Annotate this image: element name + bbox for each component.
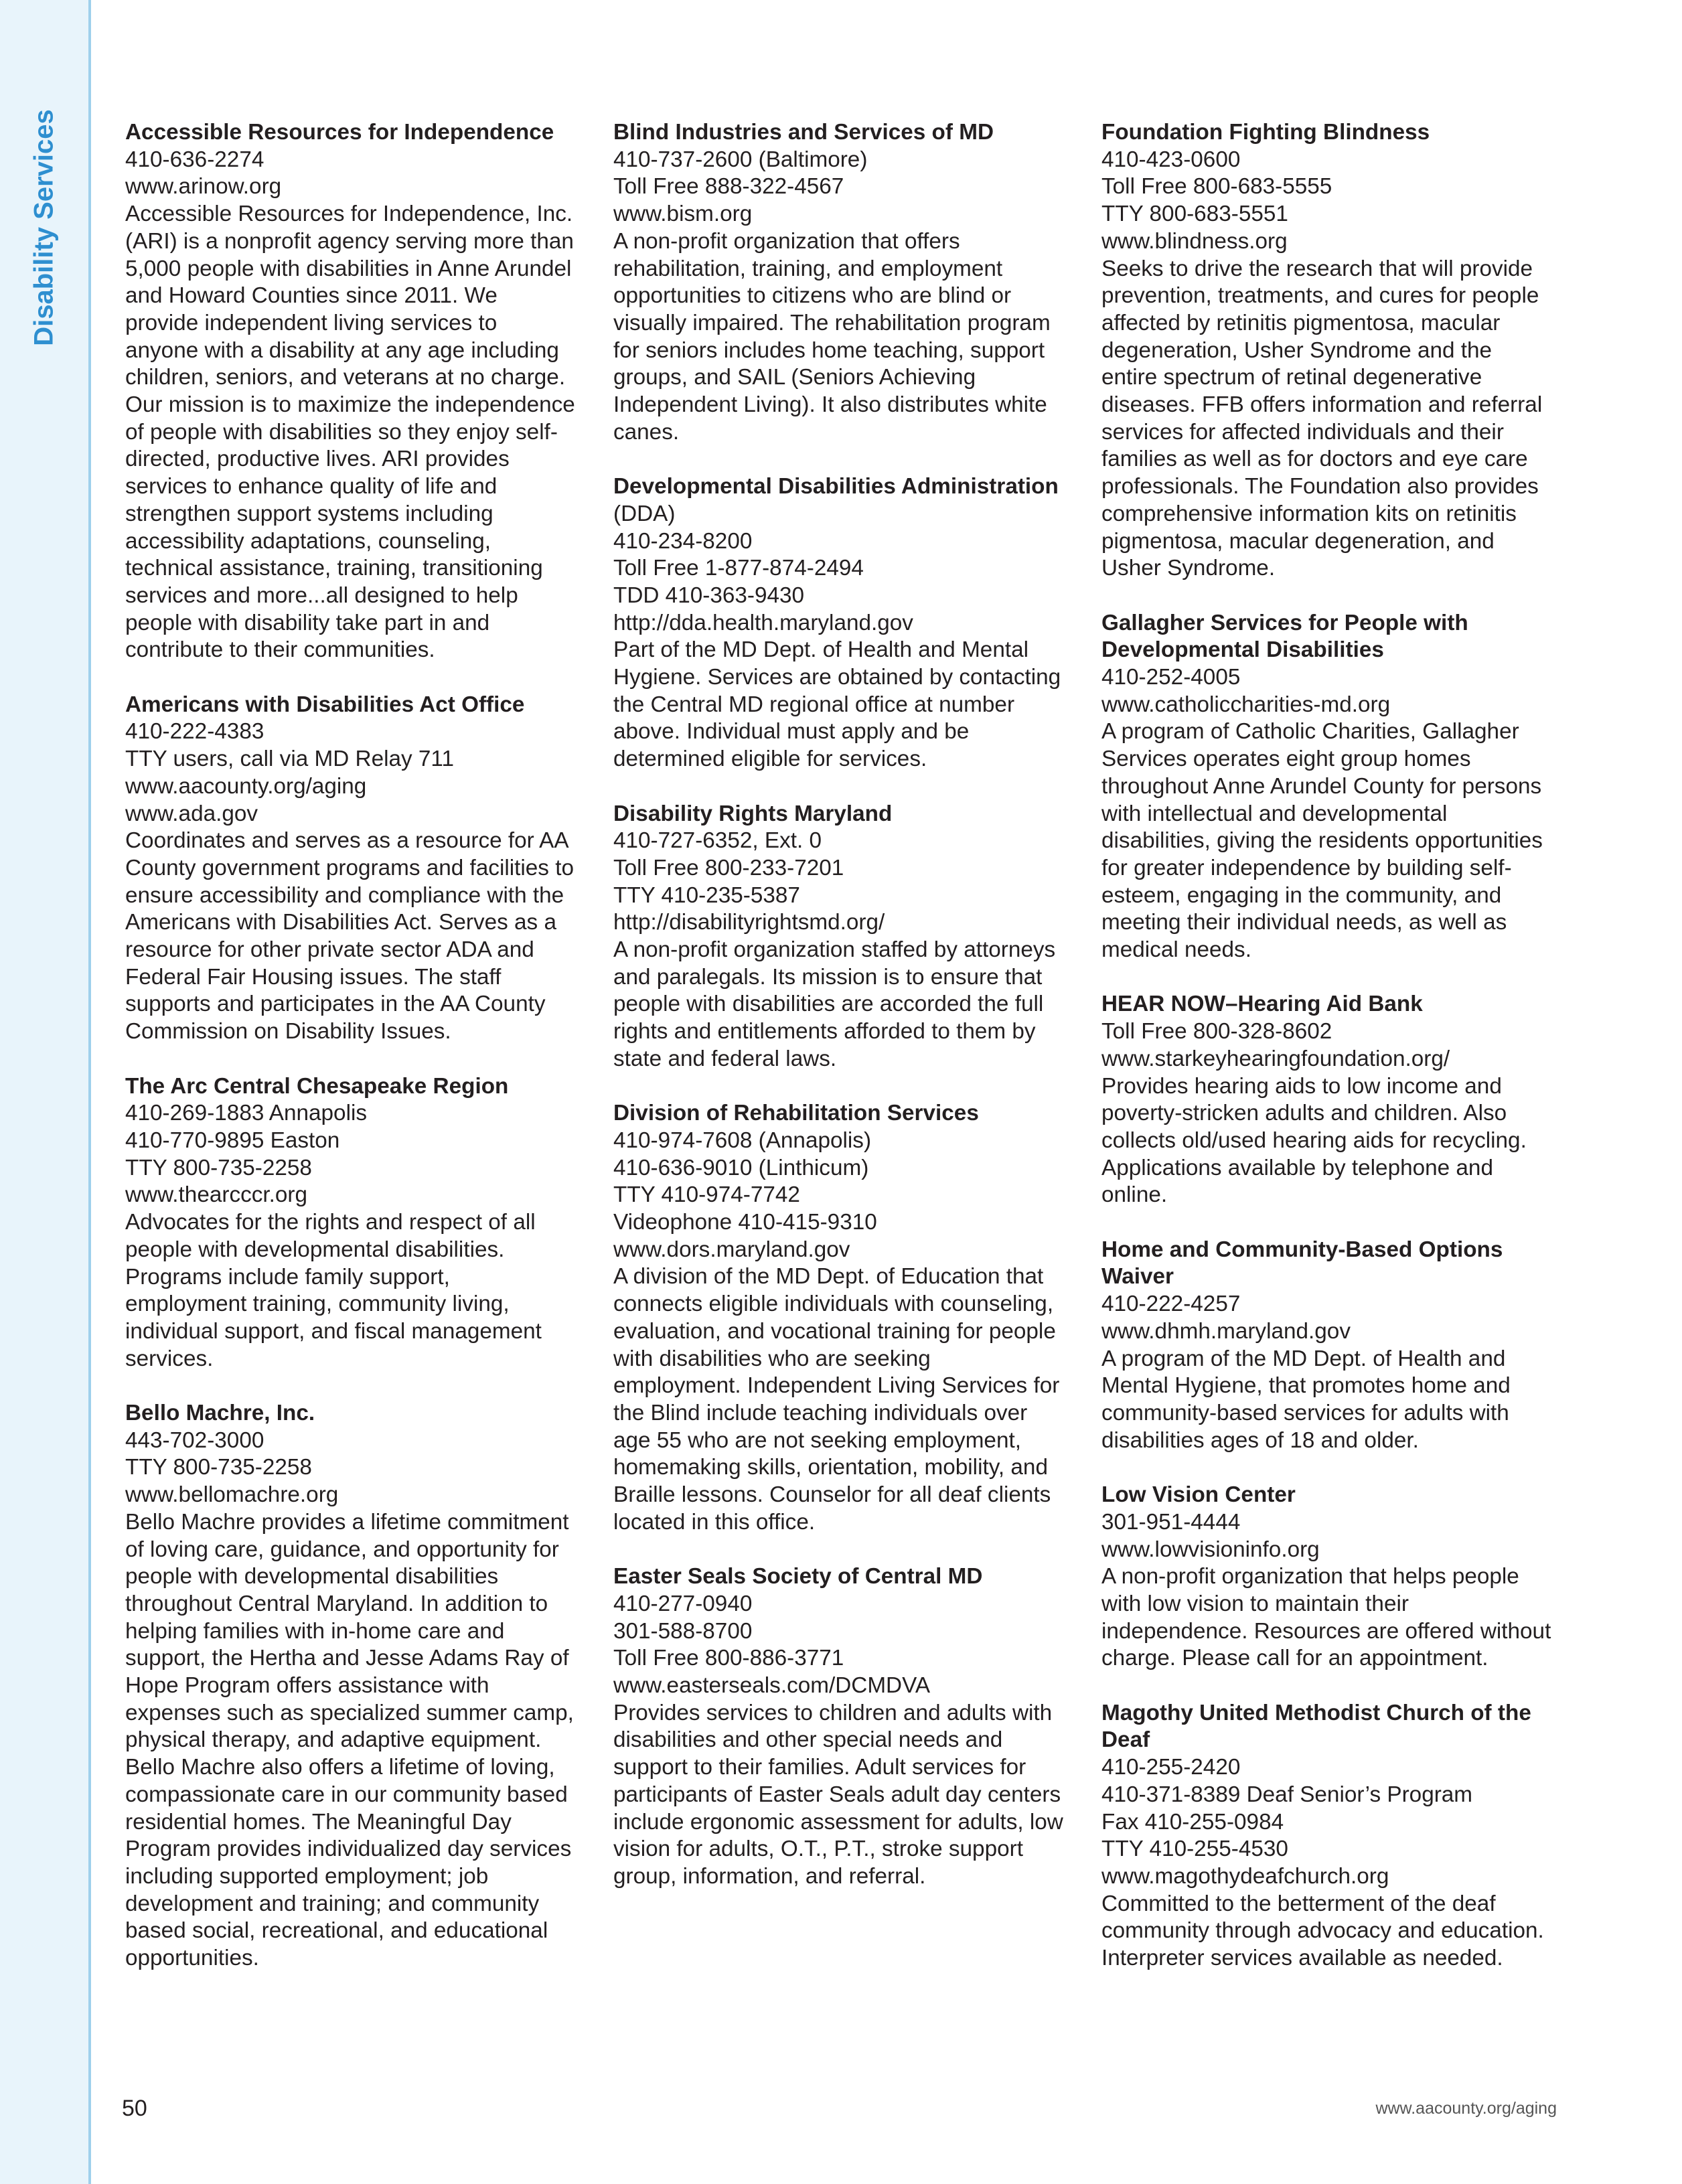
entry-name <box>613 1101 979 1125</box>
entry-contact-line: 410-423-0600 <box>1101 147 1241 172</box>
resource-entry <box>1101 1482 1551 1672</box>
entry-contact-line: TTY 800-735-2258 <box>125 1455 312 1480</box>
entry-name <box>125 120 554 145</box>
entry-website: www.aacounty.org/aging <box>125 773 367 799</box>
entry-name <box>1101 1237 1503 1290</box>
entry-contact-line: 410-371-8389 Deaf Senior’s Program <box>1101 1782 1473 1807</box>
entry-description: A program of the MD Dept. of Health and Mental Hygiene, that promotes home and community-based services for adults with disabilities ages of 18 and older. <box>1101 1346 1511 1453</box>
entry-contact-line: 410-269-1883 Annapolis <box>125 1101 368 1126</box>
resource-entry <box>1101 119 1551 582</box>
resource-entry <box>1101 610 1551 964</box>
entry-name <box>613 474 1059 526</box>
entry-description: Coordinates and serves as a resource for AA County government programs and facilities to ensure accessibility and compliance with the Americans with Disabilities Act. Serves as a resource for other private sector ADA and Federal Fair Housing issues. The staff supports and participates in the AA County Commission on Disability Issues. <box>125 828 574 1044</box>
entry-website: www.arinow.org <box>125 174 282 200</box>
entry-name-text: Developmental Disabilities Administration <box>613 474 1059 499</box>
entry-name <box>613 801 892 826</box>
entry-name-text: Americans with Disabilities Act Office <box>125 692 525 717</box>
sidebar <box>0 0 91 2184</box>
entry-contact-line: TTY 410-255-4530 <box>1101 1837 1288 1862</box>
entry-contact-line: 410-252-4005 <box>1101 665 1241 690</box>
page-number: 50 <box>122 2096 147 2121</box>
entry-name <box>1101 611 1468 663</box>
resource-entry <box>125 692 575 1046</box>
entry-name <box>1101 992 1423 1016</box>
entry-website: www.ada.gov <box>125 801 258 826</box>
entry-website: www.lowvisioninfo.org <box>1101 1537 1320 1562</box>
entry-website: www.catholiccharities-md.org <box>1101 692 1391 717</box>
entry-contact-line: 410-974-7608 (Annapolis) <box>613 1127 872 1153</box>
section-label: Disability Services <box>29 109 59 346</box>
entry-name-text: Foundation Fighting Blindness <box>1101 120 1430 145</box>
entry-description: Provides hearing aids to low income and poverty-stricken adults and children. Also collects old/used hearing aids for recycling. Applications available by telephone and online. <box>1101 1073 1527 1208</box>
entry-description: A division of the MD Dept. of Education that connects eligible individuals with counseling, evaluation, and vocational training for people with disabilities who are seeking employment. Independent Living Services for the Blind include teaching individuals over age 55 who are not seeking employment, homemaking skills, orientation, mobility, and Braille lessons. Counselor for all deaf clients located in this office. <box>613 1264 1060 1535</box>
entry-description: A program of Catholic Charities, Gallagher Services operates eight group homes throughout Anne Arundel County for persons with intellectual and developmental disabilities, giving the residents opportunities for greater independence by building self-esteem, engaging in the community, and meeting their individual needs, as well as medical needs. <box>1101 719 1543 963</box>
entry-name-text: Bello Machre, Inc. <box>125 1401 315 1425</box>
entry-contact-line: 410-727-6352, Ext. 0 <box>613 828 822 854</box>
entry-name-text: Magothy United Methodist Church of the Deaf <box>1101 1700 1531 1753</box>
entry-name <box>125 692 524 717</box>
entry-contact-line: 410-255-2420 <box>1101 1755 1241 1780</box>
entry-website: www.easterseals.com/DCMDVA <box>613 1673 931 1699</box>
entry-name <box>1101 1701 1531 1753</box>
entry-description: A non-profit organization that helps people with low vision to maintain their independence. Resources are offered without charge. Please call for an appointment. <box>1101 1564 1551 1671</box>
resource-entry <box>1101 1700 1551 1972</box>
resource-entry <box>1101 1237 1551 1455</box>
entry-website: www.thearcccr.org <box>125 1182 308 1208</box>
resource-entry <box>613 119 1063 446</box>
entry-contact-line: TTY 800-683-5551 <box>1101 202 1288 227</box>
entry-website: www.dhmh.maryland.gov <box>1101 1318 1351 1344</box>
entry-description: Bello Machre provides a lifetime commitment of loving care, guidance, and opportunity for people with developmental disabilities throughout Central Maryland. In addition to helping families with in-home care and support, the Hertha and Jesse Adams Ray of Hope Program offers assistance with expenses such as specialized summer camp, physical therapy, and adaptive equipment. Bello Machre also offers a lifetime of loving, compassionate care in our community based residential homes. The Meaningful Day Program provides individualized day services including supported employment; job development and training; and community based social, recreational, and educational opportunities. <box>125 1509 574 1971</box>
entry-name-text: Disability Rights Maryland <box>613 801 893 826</box>
resource-entry <box>125 1073 575 1373</box>
entry-name <box>613 120 994 145</box>
entry-name <box>1101 120 1430 145</box>
entry-description: Advocates for the rights and respect of all people with developmental disabilities. Programs include family support, employment training, community living, individual support, and fiscal management services. <box>125 1210 542 1371</box>
entry-description: Accessible Resources for Independence, Inc. (ARI) is a nonprofit agency serving more than 5,000 people with disabilities in Anne Arundel and Howard Counties since 2011. We provide independent living services to anyone with a disability at any age including children, seniors, and veterans at no charge. Our mission is to maximize the independence of people with disabilities so they enjoy self-directed, productive lives. ARI provides services to enhance quality of life and strengthen support systems including accessibility adaptations, counseling, technical assistance, training, transitioning services and more...all designed to help people with disability take part in and contribute to their communities. <box>125 202 575 663</box>
entry-contact-line: Toll Free 888-322-4567 <box>613 174 844 200</box>
entry-description: Committed to the betterment of the deaf community through advocacy and education. Interpreter services available as needed. <box>1101 1891 1544 1971</box>
entry-description: Provides services to children and adults with disabilities and other special needs and support to their families. Adult services for participants of Easter Seals adult day centers include ergonomic assessment for adults, low vision for adults, O.T., P.T., stroke support group, information, and referral. <box>613 1700 1063 1889</box>
entry-name-text: The Arc Central Chesapeake Region <box>125 1073 509 1099</box>
entry-website: http://disabilityrightsmd.org/ <box>613 910 885 935</box>
entry-name-text: Home and Community-Based Options Waiver <box>1101 1237 1503 1290</box>
entry-name-text: Low Vision Center <box>1101 1482 1296 1508</box>
entry-contact-line: 301-951-4444 <box>1101 1509 1241 1535</box>
entry-contact-line: Toll Free 800-328-8602 <box>1101 1019 1332 1044</box>
resource-entry <box>613 1563 1063 1890</box>
entry-website: http://dda.health.maryland.gov <box>613 610 913 635</box>
entry-contact-line: Fax 410-255-0984 <box>1101 1809 1284 1835</box>
entry-name-text: Gallagher Services for People with Developmental Disabilities <box>1101 610 1468 663</box>
entry-contact-line: TDD 410-363-9430 <box>613 582 805 608</box>
entry-name-text: HEAR NOW–Hearing Aid Bank <box>1101 992 1423 1017</box>
entry-description: A non-profit organization that offers rehabilitation, training, and employment opportunities to citizens who are blind or visually impaired. The rehabilitation program for seniors includes home teaching, support groups, and SAIL (Seniors Achieving Independent Living). It also distributes white canes. <box>613 228 1051 445</box>
entry-name <box>125 1074 508 1099</box>
entry-website: www.bellomachre.org <box>125 1482 339 1508</box>
entry-contact-line: TTY 410-235-5387 <box>613 882 800 908</box>
entry-contact-line: 410-636-9010 (Linthicum) <box>613 1155 869 1180</box>
entry-contact-line: 410-277-0940 <box>613 1591 753 1616</box>
entry-contact-line: Toll Free 800-683-5555 <box>1101 174 1332 200</box>
entry-contact-line: 410-737-2600 (Baltimore) <box>613 147 868 172</box>
entry-contact-line: Toll Free 800-886-3771 <box>613 1646 844 1671</box>
entry-contact-line: TTY 410-974-7742 <box>613 1182 800 1208</box>
entry-contact-line: 301-588-8700 <box>613 1618 753 1644</box>
resource-entry <box>1101 991 1551 1209</box>
entry-name-text: Division of Rehabilitation Services <box>613 1101 979 1126</box>
entry-website: www.bism.org <box>613 202 753 227</box>
entry-contact-line: 410-222-4257 <box>1101 1292 1241 1317</box>
entry-contact-line: 410-222-4383 <box>125 719 264 745</box>
entry-contact-line: 410-770-9895 Easton <box>125 1127 340 1153</box>
entry-website: www.blindness.org <box>1101 228 1288 254</box>
entry-name-text: Accessible Resources for Independence <box>125 120 554 145</box>
entry-website: www.magothydeafchurch.org <box>1101 1863 1389 1889</box>
entry-description: Seeks to drive the research that will provide prevention, treatments, and cures for people affected by retinitis pigmentosa, macular degeneration, Usher Syndrome and the entire spectrum of retinal degenerative diseases. FFB offers information and referral services for affected individuals and their families as well as for doctors and eye care professionals. The Foundation also provides comprehensive information kits on retinitis pigmentosa, macular degeneration, and Usher Syndrome. <box>1101 256 1543 581</box>
resource-entry <box>613 1100 1063 1536</box>
entry-contact-line: Videophone 410-415-9310 <box>613 1210 877 1235</box>
column-1 <box>125 119 575 1999</box>
entry-contact-line: TTY 800-735-2258 <box>125 1155 312 1180</box>
column-3 <box>1101 119 1551 1999</box>
entry-name-text: Easter Seals Society of Central MD <box>613 1564 983 1589</box>
resource-entry <box>125 1400 575 1972</box>
resource-entry <box>613 801 1063 1073</box>
entry-contact-line: Toll Free 800-233-7201 <box>613 855 844 880</box>
entry-name <box>1101 1482 1296 1507</box>
entry-name-suffix: (DDA) <box>613 501 676 526</box>
entry-contact-line: 410-234-8200 <box>613 528 753 554</box>
resource-entry <box>125 119 575 664</box>
column-2 <box>613 119 1063 1918</box>
footer-url: www.aacounty.org/aging <box>1375 2099 1557 2118</box>
entry-name <box>125 1401 315 1425</box>
entry-contact-line: 410-636-2274 <box>125 147 264 172</box>
resource-entry <box>613 473 1063 773</box>
entry-website: www.dors.maryland.gov <box>613 1237 850 1262</box>
entry-website: www.starkeyhearingfoundation.org/ <box>1101 1046 1450 1071</box>
entry-description: A non-profit organization staffed by attorneys and paralegals. Its mission is to ensure that people with disabilities are accorded the full rights and entitlements afforded to them by state and federal laws. <box>613 937 1056 1071</box>
entry-contact-line: 443-702-3000 <box>125 1427 264 1453</box>
entry-contact-line: Toll Free 1-877-874-2494 <box>613 556 864 581</box>
entry-name-text: Blind Industries and Services of MD <box>613 120 994 145</box>
entry-name <box>613 1564 982 1589</box>
entry-contact-line: TTY users, call via MD Relay 711 <box>125 747 454 772</box>
entry-description: Part of the MD Dept. of Health and Mental Hygiene. Services are obtained by contacting the Central MD regional office at number above. Individual must apply and be determined eligible for services. <box>613 637 1061 772</box>
